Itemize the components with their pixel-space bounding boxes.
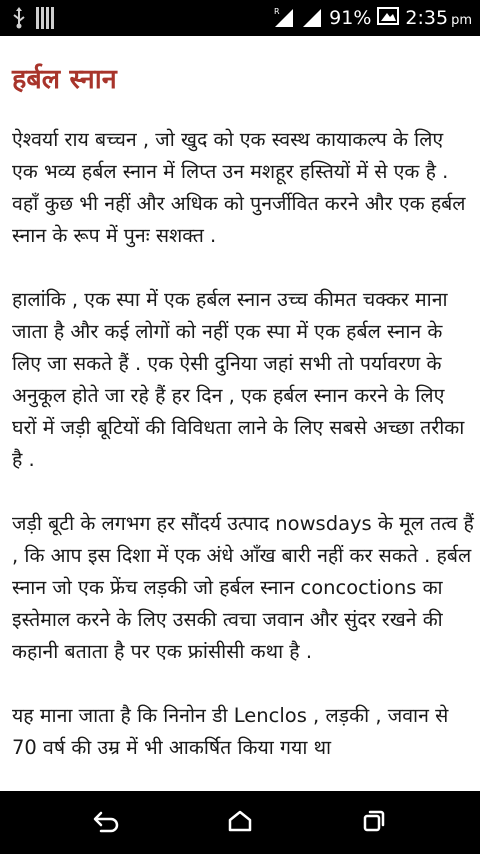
clock: 2:35 — [405, 7, 449, 29]
status-left-icons — [12, 7, 54, 33]
article-body — [12, 124, 474, 791]
back-button[interactable] — [86, 805, 126, 841]
storage-icon — [36, 7, 54, 33]
svg-text:R: R — [274, 7, 280, 16]
article-paragraph: जड़ी बूटी के लगभग हर सौंदर्य उत्पाद nowsdays के मूल तत्व हैं , कि आप इस दिशा में एक अंधे आँख बारी नहीं कर सकते . हर्बल स्नान जो एक फ्रेंच लड़की जो हर्बल स्नान concoctions का इस्तेमाल करने के लिए उसकी त्वचा जवान और सुंदर रखने की कहानी बताता है पर एक फ्रांसीसी कथा है . — [12, 512, 474, 663]
battery-icon — [377, 7, 399, 29]
home-button[interactable] — [220, 805, 260, 841]
article-title: हर्बल स्नान — [12, 64, 117, 95]
status-right-icons — [273, 0, 472, 36]
navigation-bar — [0, 791, 480, 854]
recent-apps-button[interactable] — [354, 805, 394, 841]
article-content[interactable] — [0, 36, 480, 791]
status-bar — [0, 0, 480, 36]
home-icon — [227, 809, 253, 837]
article-paragraph: हालांकि , एक स्पा में एक हर्बल स्नान उच्च कीमत चक्कर माना जाता है और कई लोगों को नहीं एक स्पा में एक हर्बल स्नान के लिए जा सकते हैं . एक ऐसी दुनिया जहां सभी तो पर्यावरण के अनुकूल होते जा रहे हैं हर दिन , एक हर्बल स्नान करने के लिए घरों में जड़ी बूटियों की विविधता लाने के लिए सबसे अच्छा तरीका है . — [12, 288, 465, 471]
clock-ampm: pm — [451, 13, 472, 28]
back-icon — [91, 809, 121, 837]
roaming-signal-icon — [273, 5, 295, 31]
signal-icon — [301, 5, 323, 31]
article-paragraph: ऐश्वर्या राय बच्चन , जो खुद को एक स्वस्थ कायाकल्प के लिए एक भव्य हर्बल स्नान में लिप्त उन मशहूर हस्तियों में से एक है . वहाँ कुछ भी नहीं और अधिक को पुनर्जीवित करने और एक हर्बल स्नान के रूप में पुनः सशक्त . — [12, 128, 466, 247]
recent-apps-icon — [361, 808, 387, 838]
article-paragraph: यह माना जाता है कि निनोन डी Lenclos , लड़की , जवान से 70 वर्ष की उम्र में भी आकर्षित किया गया था — [12, 704, 449, 759]
battery-percent: 91% — [329, 7, 372, 29]
usb-icon — [12, 7, 26, 33]
